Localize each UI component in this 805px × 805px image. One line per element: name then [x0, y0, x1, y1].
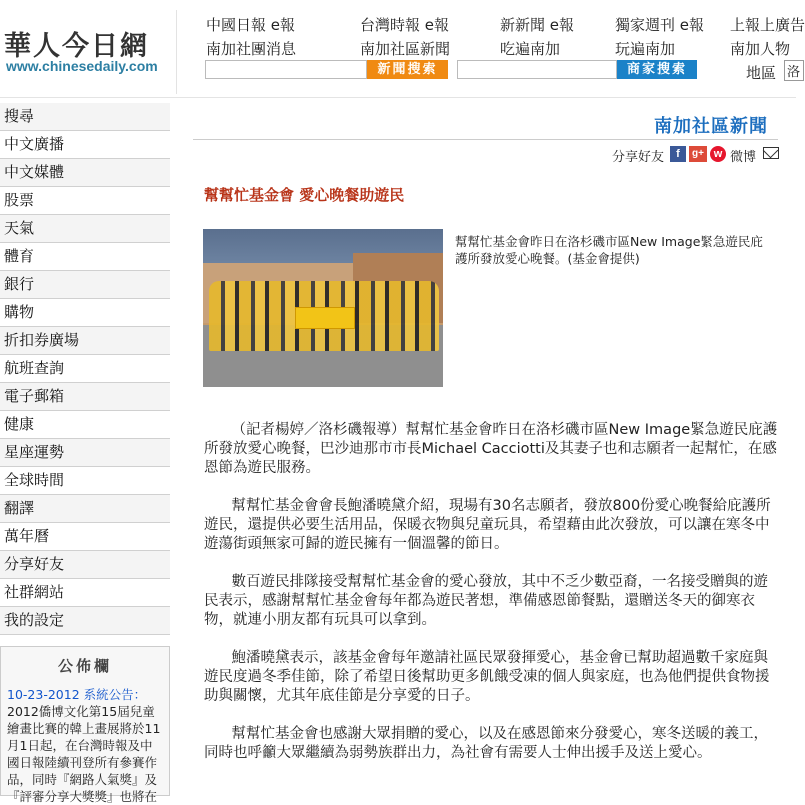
news-search-button[interactable]: 新聞搜索	[367, 60, 448, 79]
article-headline: 幫幫忙基金會 愛心晚餐助遊民	[204, 186, 405, 204]
section-title: 南加社區新聞	[654, 116, 768, 137]
shop-search-input[interactable]	[457, 60, 617, 79]
logo-divider	[176, 10, 177, 94]
google-plus-icon[interactable]: g+	[689, 146, 707, 162]
sidebar-item-world-time[interactable]: 全球時間	[0, 467, 170, 495]
bulletin-body	[1, 686, 169, 805]
sidebar-item-stocks[interactable]: 股票	[0, 187, 170, 215]
share-label: 分享好友	[612, 150, 665, 165]
link-socal-community-news[interactable]: 南加社區新聞	[360, 40, 451, 58]
sidebar-item-health[interactable]: 健康	[0, 411, 170, 439]
weibo-icon[interactable]: w	[710, 146, 726, 162]
sidebar-item-chinese-media[interactable]: 中文媒體	[0, 159, 170, 187]
news-search-input[interactable]	[205, 60, 367, 79]
logo-text: 華人今日網	[4, 31, 149, 62]
article-paragraph: （記者楊婷／洛杉磯報導）幫幫忙基金會昨日在洛杉磯市區New Image緊急遊民庇護所發放愛心晚餐，巴沙迪那市市長Michael Cacciotti及其妻子也和志願者一起幫忙，在感恩節為遊民服務。	[204, 422, 778, 476]
link-eat-socal[interactable]: 吃遍南加	[500, 40, 561, 58]
shop-search-button[interactable]: 商家搜索	[617, 60, 697, 79]
sidebar-item-translate[interactable]: 翻譯	[0, 495, 170, 523]
sidebar-item-settings[interactable]: 我的設定	[0, 607, 170, 635]
bulletin-label[interactable]: 系統公告：	[83, 687, 147, 702]
sidebar-item-sports[interactable]: 體育	[0, 243, 170, 271]
email-icon[interactable]	[763, 147, 779, 159]
bulletin-board	[0, 646, 170, 804]
sidebar-item-horoscope[interactable]: 星座運勢	[0, 439, 170, 467]
link-socal-people[interactable]: 南加人物	[730, 40, 791, 58]
sidebar-item-shopping[interactable]: 購物	[0, 299, 170, 327]
facebook-icon[interactable]: f	[670, 146, 686, 162]
bulletin-text: 2012僑博文化第15屆兒童繪畫比賽的韓上畫展將於11月1日起，在台灣時報及中國日報陸續刊登所有參賽作品，同時『網路人氣獎』及『評審分享大獎獎』也將在	[7, 704, 161, 804]
article-paragraph: 鮑潘曉黛表示，該基金會每年邀請社區民眾發揮愛心，基金會已幫助超過數千家庭與遊民度過冬季佳節，除了希望日後幫助更多飢餓受凍的個人與家庭，也為他們提供食物援助與關懷，尤其年底佳節是分享愛的日子。	[204, 650, 770, 704]
article-paragraph: 數百遊民排隊接受幫幫忙基金會的愛心發放，其中不乏少數亞裔，一名接受贈與的遊民表示，感謝幫幫忙基金會每年都為遊民著想，準備感恩節餐點，還贈送冬天的御寒衣物，就連小朋友都有玩具可以拿到。	[204, 574, 769, 628]
link-exclusive-weekly-epaper[interactable]: 獨家週刊 e報	[615, 16, 704, 34]
sidebar-item-calendar[interactable]: 萬年曆	[0, 523, 170, 551]
link-socal-groups[interactable]: 南加社團消息	[206, 40, 297, 58]
logo-url: www.chinesedaily.com	[6, 58, 158, 74]
link-new-news-epaper[interactable]: 新新聞 e報	[500, 16, 574, 34]
site-header	[0, 0, 805, 98]
photo-caption: 幫幫忙基金會昨日在洛杉磯市區New Image緊急遊民庇護所發放愛心晚餐。(基金會提供)	[455, 234, 763, 266]
article-body	[204, 421, 778, 782]
link-play-socal[interactable]: 玩遍南加	[615, 40, 676, 58]
sidebar-item-weather[interactable]: 天氣	[0, 215, 170, 243]
site-logo[interactable]	[4, 22, 170, 88]
sidebar-item-chinese-radio[interactable]: 中文廣播	[0, 131, 170, 159]
sidebar-item-banking[interactable]: 銀行	[0, 271, 170, 299]
sidebar-item-coupons[interactable]: 折扣券廣場	[0, 327, 170, 355]
link-advertise[interactable]: 上報上廣告	[730, 16, 805, 34]
sidebar-item-search[interactable]: 搜尋	[0, 103, 170, 131]
article-paragraph: 幫幫忙基金會也感謝大眾捐贈的愛心，以及在感恩節來分發愛心，寒冬送暖的義工，同時也呼籲大眾繼續為弱勢族群出力，為社會有需要人士伸出援手及送上愛心。	[204, 726, 769, 761]
link-china-daily-epaper[interactable]: 中國日報 e報	[206, 16, 295, 34]
weibo-label[interactable]: 微博	[730, 150, 757, 165]
section-header	[193, 108, 778, 140]
sidebar-item-flights[interactable]: 航班查詢	[0, 355, 170, 383]
sidebar-item-social[interactable]: 社群網站	[0, 579, 170, 607]
article-photo	[203, 229, 443, 387]
bulletin-date[interactable]: 10-23-2012	[7, 687, 80, 702]
article-paragraph: 幫幫忙基金會會長鮑潘曉黛介紹，現場有30名志願者，發放800份愛心晚餐給庇護所遊民，還提供必要生活用品，保暖衣物與兒童玩具，希望藉由此次發放，可以讓在寒冬中遊蕩街頭無家可歸的遊民擁有一個溫馨的節日。	[204, 498, 771, 552]
sidebar-nav	[0, 103, 170, 635]
bulletin-title: 公佈欄	[57, 657, 112, 675]
region-label: 地區	[746, 64, 777, 82]
region-select[interactable]: 洛	[784, 60, 804, 81]
link-taiwan-times-epaper[interactable]: 台灣時報 e報	[360, 16, 449, 34]
sidebar-item-share[interactable]: 分享好友	[0, 551, 170, 579]
sidebar-item-email[interactable]: 電子郵箱	[0, 383, 170, 411]
